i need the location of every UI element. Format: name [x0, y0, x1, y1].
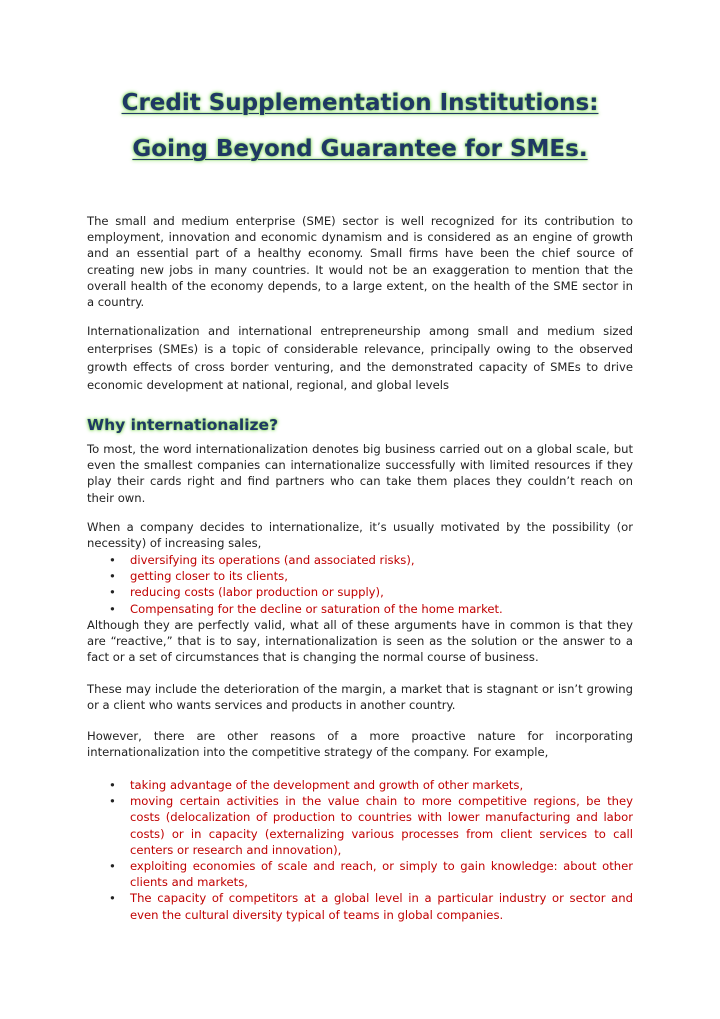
list-item-text: reducing costs (labor production or supply), [130, 585, 384, 600]
bullet-icon: • [109, 601, 116, 616]
list-item-text: Compensating for the decline or saturation of the home market. [130, 601, 503, 616]
section-paragraph-5: However, there are other reasons of a more proactive nature for incorporating internationalization into the competitive strategy of the company. For example, [87, 729, 633, 760]
section-paragraph-1: To most, the word internationalization denotes big business carried out on a global scale, but even the smallest companies can internationalize successfully with limited resources if they play their cards right and find partners who can take them places they couldn’t reach on their own. [87, 442, 633, 505]
list-item [87, 584, 633, 600]
proactive-reasons-list [87, 777, 633, 923]
section-paragraph-3: Although they are perfectly valid, what all of these arguments have in common is that they are “reactive,” that is to say, internationalization is seen as the solution or the answer to a fact or a set of circumstances that is changing the normal course of business. [87, 618, 633, 665]
bullet-icon: • [109, 891, 116, 906]
list-item [87, 858, 633, 890]
bullet-icon: • [109, 778, 116, 792]
bullet-icon: • [109, 569, 116, 584]
list-item [87, 568, 633, 584]
list-item-text: The capacity of competitors at a global level in a particular industry or sector and even the cultural diversity typical of teams in global companies. [130, 891, 633, 922]
reasons-list [87, 552, 633, 617]
list-item-text: taking advantage of the development and growth of other markets, [130, 778, 524, 792]
list-item-text: moving certain activities in the value chain to more competitive regions, be they costs (delocalization of production to countries with lower manufacturing and labor costs) or in capacity (externalizing various processes from client services to call centers or research and innovation), [130, 794, 633, 857]
list-item-text: getting closer to its clients, [130, 569, 288, 584]
page-title-line-2: Going Beyond Guarantee for SMEs. [132, 136, 588, 162]
list-item [87, 552, 633, 568]
section-heading: Why internationalize? [87, 416, 279, 434]
list-item [87, 777, 633, 793]
list-item [87, 793, 633, 858]
section-paragraph-4: These may include the deterioration of the margin, a market that is stagnant or isn’t growing or a client who wants services and products in another country. [87, 682, 633, 713]
page-title-line-1: Credit Supplementation Institutions: [121, 90, 599, 116]
list-item [87, 601, 633, 617]
bullet-icon: • [109, 553, 116, 567]
bullet-icon: • [109, 794, 116, 809]
list-item-text: exploiting economies of scale and reach, or simply to gain knowledge: about other clients and markets, [130, 859, 633, 890]
intro-paragraph-2: Internationalization and international entrepreneurship among small and medium sized enterprises (SMEs) is a topic of considerable relevance, principally owing to the observed growth effects of cross border venturing, and the demonstrated capacity of SMEs to drive economic development at national, regional, and global levels [87, 324, 633, 392]
intro-paragraph-1: The small and medium enterprise (SME) sector is well recognized for its contribution to employment, innovation and economic dynamism and is considered as an engine of growth and an essential part of a healthy economy. Small firms have been the chief source of creating new jobs in many countries. It would not be an exaggeration to mention that the overall health of the economy depends, to a large extent, on the health of the SME sector in a country. [87, 214, 633, 310]
list-item [87, 890, 633, 922]
bullet-icon: • [109, 585, 116, 600]
list-item-text: diversifying its operations (and associated risks), [130, 553, 415, 567]
section-paragraph-2: When a company decides to internationalize, it’s usually motivated by the possibility (or necessity) of increasing sales, [87, 520, 633, 551]
bullet-icon: • [109, 859, 116, 874]
